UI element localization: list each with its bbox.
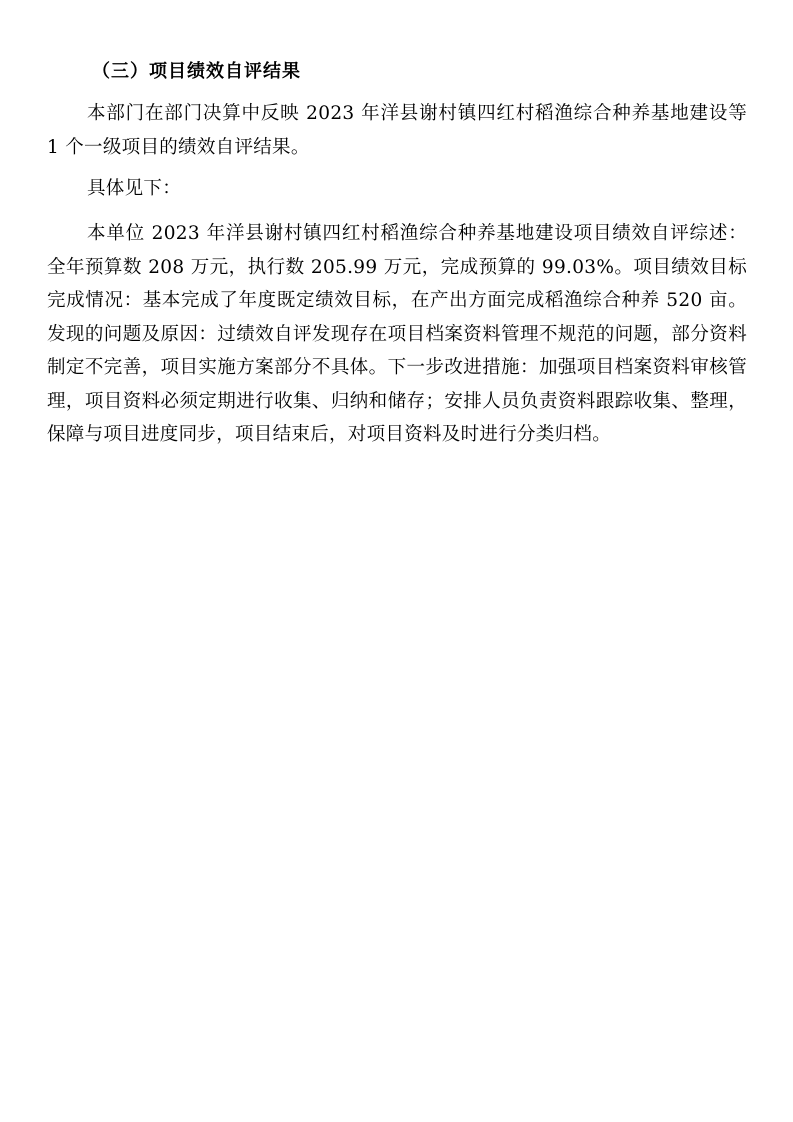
details-lead-paragraph: 具体见下： bbox=[87, 178, 182, 199]
intro-paragraph: 本部门在部门决算中反映 2023 年洋县谢村镇四红村稻渔综合种养基地建设等 1 个一级项目的绩效自评结果。 bbox=[47, 103, 747, 158]
performance-summary-paragraph: 本单位 2023 年洋县谢村镇四红村稻渔综合种养基地建设项目绩效自评综述：全年预算数 208 万元，执行数 205.99 万元，完成预算的 99.03%。项目绩效目标完成情况：基本完成了年度既定绩效目标，在产出方面完成稻渔综合种养 520 亩。发现的问题及原因：过绩效自评发现存在项目档案资料管理不规范的问题，部分资料制定不完善，项目实施方案部分不具体。下一步改进措施：加强项目档案资料审核管理，项目资料必须定期进行收集、归纳和储存；安排人员负责资料跟踪收集、整理，保障与项目进度同步，项目结束后，对项目资料及时进行分类归档。 bbox=[47, 223, 747, 445]
section-heading: （三）项目绩效自评结果 bbox=[92, 61, 301, 82]
